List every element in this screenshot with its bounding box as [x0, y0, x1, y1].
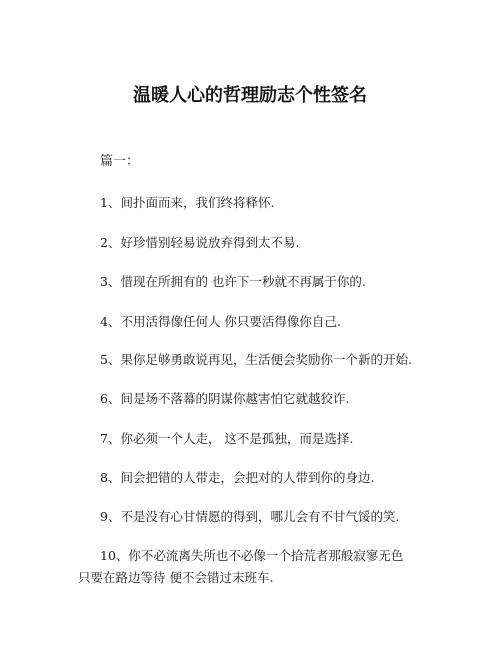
text-line: 1、间扑面而来，我们终将释怀. [100, 195, 275, 210]
paragraph-10 [78, 545, 438, 589]
paragraph-10-first-line: 10、你不必流离失所也不必像一个拾荒者那般寂寥无色 [100, 548, 404, 563]
text-line: 3、惜现在所拥有的 也许下一秒就不再属于你的. [100, 274, 366, 289]
text-line: 6、间是场不落幕的阴谋你越害怕它就越狡诈. [100, 391, 350, 406]
section-label: 篇一： [100, 154, 140, 169]
paragraph-10-second-line: 只要在路边等待 便不会错过末班车. [78, 570, 274, 585]
text-line: 2、好珍惜别轻易说放弃得到太不易. [100, 235, 300, 250]
text-line: 9、不是没有心甘情愿的得到，哪儿会有不甘气馁的笑. [100, 509, 400, 524]
text-line: 8、间会把错的人带走，会把对的人带到你的身边. [100, 470, 375, 485]
document-title: 温暖人心的哲理励志个性签名 [133, 85, 367, 106]
text-line: 4、不用活得像任何人 你只要活得像你自己. [100, 314, 341, 329]
text-line: 7、你必须一个人走， 这不是孤独，而是选择. [100, 431, 354, 446]
text-line: 5、果你足够勇敢说再见，生活便会奖励你一个新的开始. [100, 352, 412, 367]
